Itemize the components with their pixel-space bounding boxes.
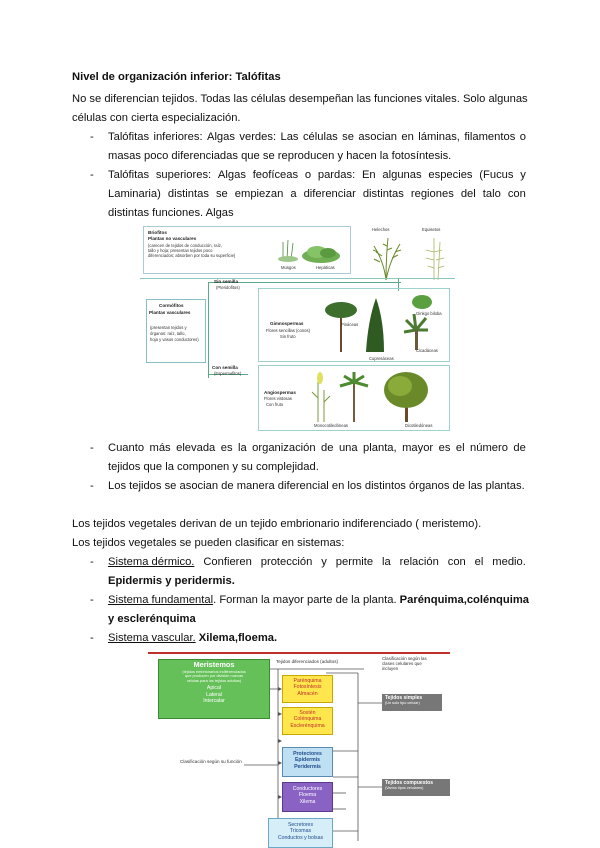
- word: Laminaria): [108, 188, 161, 200]
- connector-line: [140, 278, 455, 279]
- meristemo-apical: Apical: [206, 685, 222, 692]
- bullet-1-line-1: [108, 130, 526, 144]
- musgos-label: Musgos: [281, 265, 296, 270]
- para2-line-2: Los tejidos vegetales se pueden clasificar en sistemas:: [72, 537, 345, 549]
- bullet-dash: -: [90, 556, 94, 568]
- conductores-item: Floema: [298, 792, 317, 799]
- bryophytes-desc: (carecen de tejidos de conducción, raíz,: [148, 243, 223, 248]
- word: elevada: [176, 442, 216, 454]
- gimnospermas-desc: Flores sencillas (conos): [266, 328, 310, 333]
- clasif-origen: clases celulares que: [382, 661, 422, 666]
- sosten-item: Colénquima: [293, 716, 322, 723]
- word: protección: [260, 556, 313, 568]
- word: láminas,: [418, 131, 460, 143]
- secretores-box: [268, 818, 333, 848]
- bullet-dash: -: [90, 131, 94, 143]
- conductores-item: Xilema: [299, 798, 316, 805]
- system-fundamental-name: Sistema fundamental: [108, 594, 214, 606]
- meristemos-title: Meristemos: [193, 660, 235, 669]
- word: asocian: [358, 131, 397, 143]
- word: talo: [482, 188, 501, 200]
- parenquima-label: Parénquima: [293, 678, 322, 684]
- bryophytes-subtitle: Plantas no vasculares: [148, 236, 197, 241]
- word: verdes:: [239, 131, 277, 143]
- word: o: [304, 169, 312, 181]
- conductores-box: [282, 782, 333, 812]
- meristemos-desc: (tejidos embrionarios indiferenciados: [182, 668, 246, 674]
- system-dermico-tissues: Epidermis y peridermis.: [108, 575, 235, 587]
- word: la: [238, 442, 247, 454]
- tejidos-simples-label: Tejidos simples: [385, 695, 423, 701]
- tejidos-compuestos-label: Tejidos compuestos: [385, 780, 433, 786]
- word: superiores:: [155, 169, 212, 181]
- cupresaceas-label: Cupresáceas: [369, 356, 394, 361]
- word: filamentos: [464, 131, 516, 143]
- bullet-dash: -: [90, 442, 94, 454]
- system-fundamental-line-1: [108, 593, 529, 607]
- cormofitos-desc: órganos: raíz, tallo,: [150, 331, 186, 336]
- word: es: [438, 442, 451, 454]
- word: más: [149, 442, 171, 454]
- con-semilla-sub: (Espermafitos): [214, 371, 242, 376]
- word: Las: [280, 131, 299, 143]
- intro-line-2: células con cierta especialización.: [72, 112, 241, 124]
- secretores-item: Conductos y bolsas: [277, 834, 324, 841]
- gimnospermas-desc: Sin fruto: [280, 334, 296, 339]
- word: a: [290, 188, 297, 200]
- secretores-item: Tricomas: [289, 828, 312, 835]
- word: de: [513, 442, 526, 454]
- word: del: [460, 188, 476, 200]
- angiospermas-title: Angiospermas: [264, 390, 296, 395]
- word: Confieren: [203, 556, 252, 568]
- word: (Fucus: [479, 169, 514, 181]
- bryophytes-desc: diferenciados; absorben por toda su superficie): [148, 253, 236, 258]
- word: Talófitas: [108, 169, 150, 181]
- fern-illustration: [366, 232, 452, 282]
- meristemo-intercalar: Intercalar: [203, 697, 225, 704]
- word: empiezan: [234, 188, 284, 200]
- sosten-label: Sostén: [299, 710, 316, 716]
- system-vascular-tissues: Xilema,floema.: [195, 632, 278, 644]
- para2-line-1: Los tejidos vegetales derivan de un tejido embrionario indiferenciado ( meristemo).: [72, 518, 482, 530]
- sosten-box: [282, 707, 333, 735]
- helechos-label: Helechos: [372, 227, 390, 232]
- gimnospermas-title: Gimnospermas: [270, 321, 304, 326]
- ginkgo-label: Ginkgo biloba: [416, 311, 442, 316]
- tissue-classification-diagram: [148, 651, 450, 848]
- bryophytes-title: Briofitos: [148, 230, 167, 235]
- protectores-label: Protectores: [293, 751, 322, 757]
- word: Algas: [206, 131, 235, 143]
- word: y: [321, 556, 327, 568]
- hepaticas-label: Hepáticas: [316, 265, 335, 270]
- system-dermico-name: Sistema dérmico.: [108, 556, 195, 568]
- word: En: [361, 169, 376, 181]
- word: feofíceas: [252, 169, 299, 181]
- word: se: [215, 188, 228, 200]
- intro-line-1: No se diferencian tejidos. Todas las células desempeñan las funciones vitales. Solo algunas: [72, 93, 528, 105]
- system-fundamental-tissues: Parénquima,colénquima: [399, 594, 529, 606]
- word: algunas: [382, 169, 422, 181]
- cicadaceas-label: Cicadáceas: [416, 348, 438, 353]
- conductores-label: Conductores: [292, 786, 323, 792]
- word: número: [470, 442, 508, 454]
- protectores-box: [282, 747, 333, 777]
- word: pardas:: [317, 169, 356, 181]
- word: organización: [252, 442, 316, 454]
- plant-classification-diagram: [140, 224, 455, 430]
- bullet-3-line-1: [108, 441, 526, 455]
- bullet-1-line-2: masas poco diferenciadas que se reproducen y hacen la fotosíntesis.: [108, 150, 452, 162]
- clasif-funcion-label: Clasificación según su función: [180, 759, 242, 764]
- word: o: [519, 131, 526, 143]
- meristemos-desc: células para los tejidos adultos): [186, 677, 242, 683]
- clasif-origen: Clasificación según las: [382, 656, 427, 661]
- tejidos-simples-sub: (Un solo tipo celular): [385, 701, 420, 705]
- word: y: [520, 169, 526, 181]
- word: regiones: [410, 188, 454, 200]
- tejidos-compuestos-box: [382, 779, 450, 796]
- word: Algas: [217, 169, 246, 181]
- word: Cuanto: [108, 442, 145, 454]
- cormofitos-title: Cormófitos: [159, 303, 184, 308]
- system-vascular-line: [108, 631, 277, 645]
- word: el: [455, 442, 465, 454]
- sosten-item: Esclerénquima: [290, 722, 325, 729]
- equisetos-label: Equisetos: [422, 227, 441, 232]
- moss-illustration: [273, 230, 343, 264]
- word: con: [447, 556, 466, 568]
- word: de: [321, 442, 334, 454]
- cormofitos-desc: (presentan tejidos y: [150, 325, 187, 330]
- bullet-2-line-2: [108, 187, 526, 201]
- word: se: [342, 131, 354, 143]
- word: una: [338, 442, 358, 454]
- bryophytes-desc: tallo y hoja; presentan tejidos poco: [148, 248, 213, 253]
- tejidos-compuestos-sub: (Varios tipos celulares): [385, 786, 424, 790]
- parenquima-item: Fotosíntesis: [293, 684, 322, 691]
- pinaceas-label: Pináceas: [341, 322, 359, 327]
- word: con: [507, 188, 526, 200]
- word: en: [401, 131, 414, 143]
- cormofitos-subtitle: Plantas vasculares: [149, 310, 191, 315]
- angiospermas-desc: Con fruto: [266, 402, 284, 407]
- word: células: [302, 131, 338, 143]
- parenquima-box: [282, 675, 333, 703]
- angiospermas-desc: Flores vistosas: [264, 396, 292, 401]
- angiosperm-plants-illustration: [310, 368, 446, 424]
- secretores-label: Secretores: [287, 822, 314, 828]
- bullet-2-line-1: [108, 168, 526, 182]
- cormofitos-desc: hoja y vasos conductores): [150, 337, 199, 342]
- bullet-dash: -: [90, 632, 94, 644]
- word: mayor: [402, 442, 434, 454]
- con-semilla-label: Con semilla: [212, 365, 238, 370]
- word: es: [220, 442, 233, 454]
- bullet-dash: -: [90, 169, 94, 181]
- word: Talófitas: [108, 131, 150, 143]
- word: especies: [428, 169, 473, 181]
- bullet-4-line-1: Los tejidos se asocian de manera diferencial en los distintos órganos de las plantas.: [108, 480, 525, 492]
- dicotiledoneas-label: Dicotiledóneas: [405, 423, 433, 428]
- word: distintas: [362, 188, 404, 200]
- tejidos-simples-box: [382, 694, 442, 711]
- bullet-2-line-3: distintas funciones. Algas: [108, 207, 234, 219]
- sin-semilla-label: Sin semilla: [214, 279, 239, 284]
- parenquima-item: Almacén: [297, 690, 318, 697]
- word: distintas: [167, 188, 209, 200]
- protectores-item: Peridermis: [294, 763, 321, 770]
- word: la: [382, 556, 391, 568]
- system-dermico-line-1: [108, 555, 526, 569]
- adultos-label: Tejidos diferenciados (adultos): [276, 659, 339, 664]
- bullet-dash: -: [90, 480, 94, 492]
- system-fundamental-desc: . Forman la mayor parte de la planta.: [213, 594, 400, 606]
- system-vascular-name: Sistema vascular.: [108, 632, 196, 644]
- word: el: [474, 556, 484, 568]
- bullet-dash: -: [90, 594, 94, 606]
- bullet-3-line-2: tejidos que la componen y su complejidad.: [108, 461, 319, 473]
- word: diferenciar: [303, 188, 356, 200]
- word: relación: [399, 556, 439, 568]
- clasif-origen: incluyen: [382, 666, 399, 671]
- system-fundamental-tissues-2: y esclerénquima: [108, 613, 196, 625]
- connector-line: [208, 282, 209, 378]
- meristemos-desc: que producen por división nuevas: [184, 673, 244, 679]
- word: inferiores:: [153, 131, 203, 143]
- monocotiledoneas-label: Monocotiledóneas: [314, 423, 348, 428]
- word: planta,: [363, 442, 397, 454]
- meristemo-lateral: Lateral: [206, 691, 222, 698]
- page-heading: Nivel de organización inferior: Talófitas: [72, 71, 281, 83]
- sin-semilla-sub: (Pteridofitos): [216, 285, 240, 290]
- word: permite: [335, 556, 374, 568]
- protectores-item: Epidermis: [294, 757, 321, 764]
- word: medio.: [492, 556, 526, 568]
